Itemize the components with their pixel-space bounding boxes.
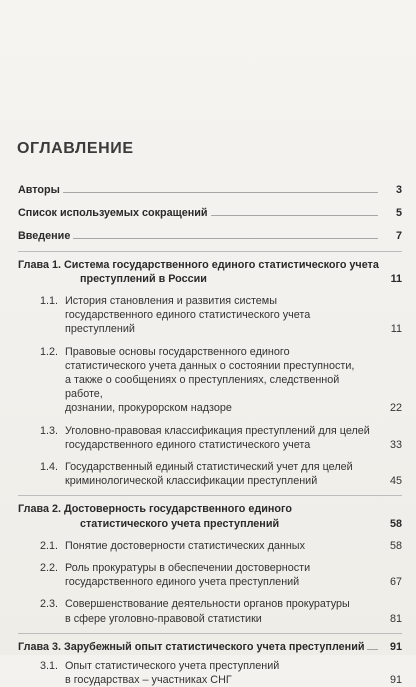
section-line: Роль прокуратуры в обеспечении достоверности bbox=[65, 562, 311, 575]
section-line: История становления и развития системы bbox=[65, 295, 277, 308]
page-number: 91 bbox=[389, 640, 402, 653]
dot-leader bbox=[63, 191, 378, 193]
section-line: государственного единого статистического учета bbox=[65, 438, 311, 451]
section-number: 2.3. bbox=[40, 598, 59, 611]
toc-section-2-2[interactable] bbox=[18, 561, 402, 589]
toc-entry-abbreviations[interactable] bbox=[18, 206, 402, 220]
chapter-title-line: Глава 2. Достоверность государственного единого bbox=[18, 503, 292, 516]
toc-section-1-4[interactable] bbox=[18, 460, 402, 488]
page-number: 11 bbox=[390, 323, 402, 336]
section-number: 1.3. bbox=[40, 424, 59, 437]
section-line: криминологической классификации преступлений bbox=[65, 475, 318, 488]
page-number: 58 bbox=[389, 517, 402, 530]
section-line: Совершенствование деятельности органов прокуратуры bbox=[65, 598, 350, 611]
section-line: а также о сообщениях о преступлениях, следственной работе, bbox=[65, 374, 340, 401]
dot-leader bbox=[367, 648, 378, 650]
chapter-title-line: статистического учета преступлений bbox=[80, 517, 280, 530]
divider bbox=[18, 251, 402, 252]
section-number: 1.4. bbox=[40, 461, 59, 474]
dot-leader bbox=[211, 214, 379, 216]
page-number: 33 bbox=[389, 438, 402, 451]
section-line: в государствах – участниках СНГ bbox=[65, 674, 232, 687]
toc-entry-introduction[interactable] bbox=[18, 229, 402, 243]
section-number: 1.2. bbox=[40, 345, 59, 358]
toc-entry-title: Введение bbox=[18, 230, 71, 243]
dot-leader bbox=[73, 237, 378, 239]
page-number: 58 bbox=[389, 539, 402, 552]
section-line: преступлений bbox=[65, 323, 135, 336]
section-line: государственного единого статистического учета bbox=[65, 309, 311, 322]
section-line: Уголовно-правовая классификация преступлений для целей bbox=[65, 424, 370, 437]
toc-section-2-1[interactable] bbox=[18, 539, 402, 553]
section-line: Правовые основы государственного единого bbox=[65, 345, 290, 358]
page-number: 22 bbox=[389, 402, 402, 415]
section-number: 1.1. bbox=[40, 295, 59, 308]
toc-chapter-2[interactable] bbox=[18, 502, 402, 530]
divider bbox=[18, 633, 402, 634]
page-number: 91 bbox=[389, 674, 402, 687]
toc-section-3-1[interactable] bbox=[18, 659, 402, 687]
divider bbox=[18, 495, 402, 496]
section-line: Понятие достоверности статистических данных bbox=[65, 539, 305, 552]
toc-section-1-3[interactable] bbox=[18, 424, 402, 452]
chapter-title-line: Глава 3. Зарубежный опыт статистического учета преступлений bbox=[18, 640, 365, 653]
section-line: в сфере уголовно-правовой статистики bbox=[65, 612, 262, 625]
toc-chapter-3[interactable] bbox=[18, 640, 402, 654]
section-number: 3.1. bbox=[40, 660, 59, 673]
page-number: 5 bbox=[395, 207, 402, 220]
section-number: 2.2. bbox=[40, 562, 59, 575]
toc-entry-title: Авторы bbox=[18, 184, 60, 196]
table-of-contents bbox=[18, 183, 402, 687]
page-number: 45 bbox=[389, 475, 402, 488]
section-line: Государственный единый статистический учет для целей bbox=[65, 461, 353, 474]
toc-section-2-3[interactable] bbox=[18, 597, 402, 625]
section-line: дознании, прокурорском надзоре bbox=[65, 402, 232, 415]
chapter-title-line: преступлений в России bbox=[80, 272, 207, 285]
toc-section-1-1[interactable] bbox=[18, 294, 402, 337]
section-line: статистического учета данных о состоянии преступности, bbox=[65, 359, 355, 372]
page-title: ОГЛАВЛЕНИЕ bbox=[17, 140, 134, 157]
toc-entry-title: Список используемых сокращений bbox=[18, 207, 208, 220]
toc-entry-authors[interactable] bbox=[18, 183, 402, 197]
page-number: 11 bbox=[390, 272, 402, 285]
chapter-title-line: Глава 1. Система государственного единого статистического учета bbox=[18, 258, 379, 271]
page-number: 3 bbox=[395, 184, 402, 196]
section-line: Опыт статистического учета преступлений bbox=[65, 660, 280, 673]
section-line: государственного единого учета преступлений bbox=[65, 576, 300, 589]
toc-section-1-2[interactable] bbox=[18, 345, 402, 416]
toc-chapter-1[interactable] bbox=[18, 258, 402, 286]
section-number: 2.1. bbox=[40, 539, 59, 552]
page-number: 67 bbox=[389, 576, 402, 589]
page-number: 81 bbox=[389, 612, 402, 625]
page-number: 7 bbox=[395, 230, 402, 243]
